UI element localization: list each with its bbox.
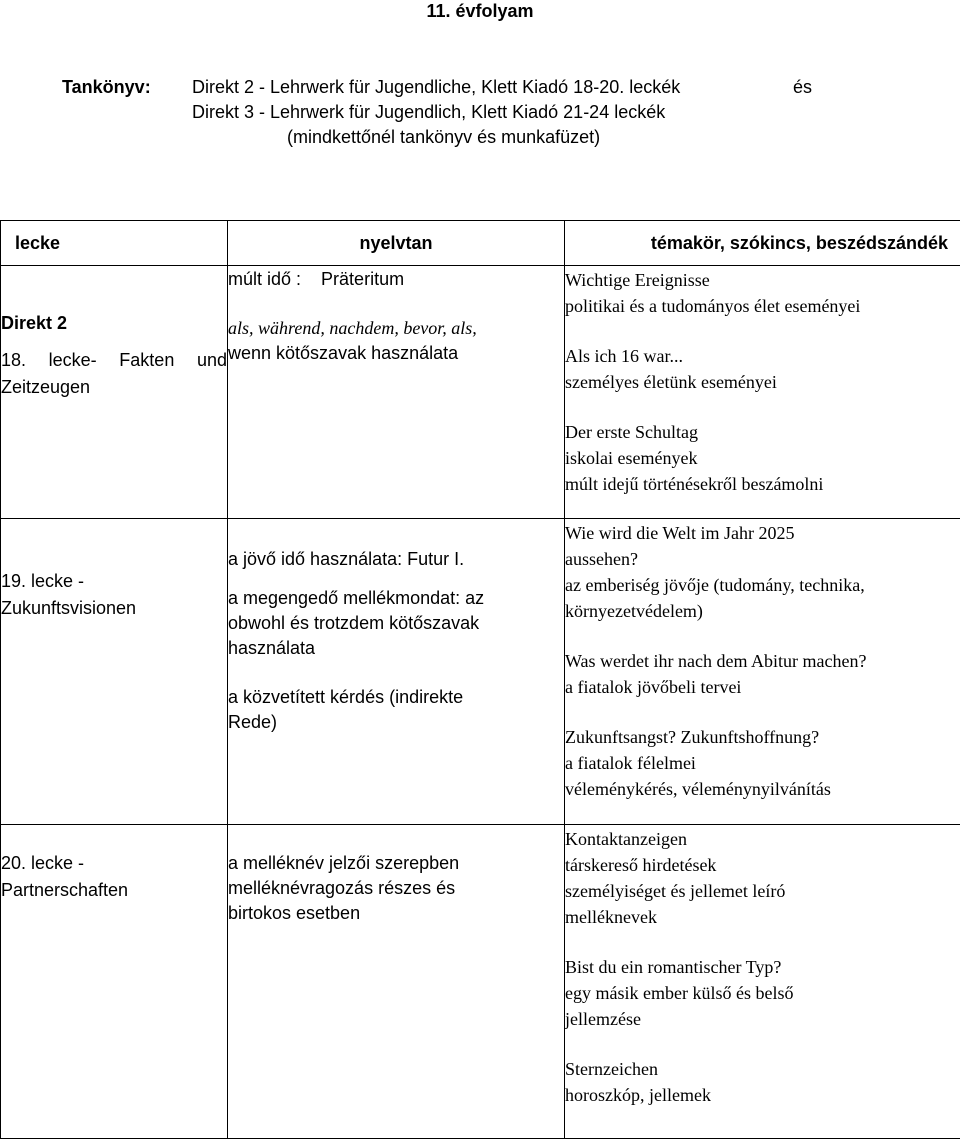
topic-line: véleménykérés, véleménynyilvánítás	[565, 776, 960, 802]
textbook-label: Tankönyv:	[62, 75, 151, 99]
lesson-cell	[1, 519, 228, 825]
header-lecke: lecke	[1, 221, 228, 266]
table-row	[1, 266, 960, 519]
grammar-cell	[228, 825, 565, 1139]
topic-line: Kontaktanzeigen	[565, 826, 960, 852]
grammar-line: a melléknév jelzői szerepben	[228, 851, 564, 876]
topic-line: múlt idejű történésekről beszámolni	[565, 471, 960, 497]
topic-line: társkereső hirdetések	[565, 852, 960, 878]
page-title: 11. évfolyam	[0, 0, 960, 22]
table-header-row	[1, 221, 960, 266]
topic-line: Der erste Schultag	[565, 419, 960, 445]
table-row	[1, 825, 960, 1139]
grammar-term-german: Präteritum	[321, 269, 404, 289]
topic-line: Wichtige Ereignisse	[565, 267, 960, 293]
textbook-line-2: Direkt 3 - Lehrwerk für Jugendlich, Klett Kiadó 21-24 leckék	[192, 100, 832, 125]
header-temakor: témakör, szókincs, beszédszándék	[565, 221, 960, 266]
grammar-line: als, während, nachdem, bevor, als,	[228, 316, 564, 341]
curriculum-table	[0, 220, 960, 1139]
lesson-title-line-2: Zeitzeugen	[1, 374, 227, 401]
lesson-title-line-1: 19. lecke -	[1, 568, 227, 595]
grammar-line: a közvetített kérdés (indirekte	[228, 685, 564, 710]
topic-line: személyiséget és jellemet leíró	[565, 878, 960, 904]
textbook-line-1-text: Direkt 2 - Lehrwerk für Jugendliche, Klett Kiadó 18-20. leckék	[192, 75, 680, 100]
topic-line: az emberiség jövője (tudomány, technika,	[565, 572, 960, 598]
lesson-title-line-1: 18. lecke- Fakten und	[1, 347, 227, 374]
grammar-term: múlt idő :	[228, 269, 301, 289]
topic-line: iskolai események	[565, 445, 960, 471]
textbook-line-1-conjunction: és	[793, 75, 812, 100]
topic-line: Sternzeichen	[565, 1056, 960, 1082]
topic-cell	[565, 519, 960, 825]
textbook-info	[192, 75, 832, 150]
header-nyelvtan: nyelvtan	[228, 221, 565, 266]
topic-cell	[565, 825, 960, 1139]
lesson-title-line-1: 20. lecke -	[1, 850, 227, 877]
topic-line: Was werdet ihr nach dem Abitur machen?	[565, 648, 960, 674]
grammar-cell	[228, 519, 565, 825]
topic-line: jellemzése	[565, 1006, 960, 1032]
topic-line: Als ich 16 war...	[565, 343, 960, 369]
grammar-line: wenn kötőszavak használata	[228, 341, 564, 366]
topic-line: a fiatalok jövőbeli tervei	[565, 674, 960, 700]
grammar-line: Rede)	[228, 710, 564, 735]
topic-line: személyes életünk eseményei	[565, 369, 960, 395]
table-row	[1, 519, 960, 825]
grammar-line: birtokos esetben	[228, 901, 564, 926]
grammar-line	[228, 267, 564, 292]
lesson-title-line-2: Zukunftsvisionen	[1, 595, 227, 622]
topic-line: melléknevek	[565, 904, 960, 930]
textbook-line-3: (mindkettőnél tankönyv és munkafüzet)	[192, 125, 832, 150]
topic-cell	[565, 266, 960, 519]
grammar-line: használata	[228, 636, 564, 661]
topic-line: aussehen?	[565, 546, 960, 572]
topic-line: környezetvédelem)	[565, 598, 960, 624]
grammar-cell	[228, 266, 565, 519]
topic-line: Zukunftsangst? Zukunftshoffnung?	[565, 724, 960, 750]
lesson-cell	[1, 825, 228, 1139]
grammar-line: obwohl és trotzdem kötőszavak	[228, 611, 564, 636]
lesson-cell	[1, 266, 228, 519]
grammar-line: a megengedő mellékmondat: az	[228, 586, 564, 611]
topic-line: egy másik ember külső és belső	[565, 980, 960, 1006]
topic-line: politikai és a tudományos élet eseményei	[565, 293, 960, 319]
topic-line: Bist du ein romantischer Typ?	[565, 954, 960, 980]
textbook-line-1	[192, 75, 812, 100]
lesson-book: Direkt 2	[1, 310, 227, 337]
grammar-line: a jövő idő használata: Futur I.	[228, 547, 564, 572]
lesson-title-line-2: Partnerschaften	[1, 877, 227, 904]
topic-line: a fiatalok félelmei	[565, 750, 960, 776]
grammar-line: melléknévragozás részes és	[228, 876, 564, 901]
topic-line: Wie wird die Welt im Jahr 2025	[565, 520, 960, 546]
topic-line: horoszkóp, jellemek	[565, 1082, 960, 1108]
